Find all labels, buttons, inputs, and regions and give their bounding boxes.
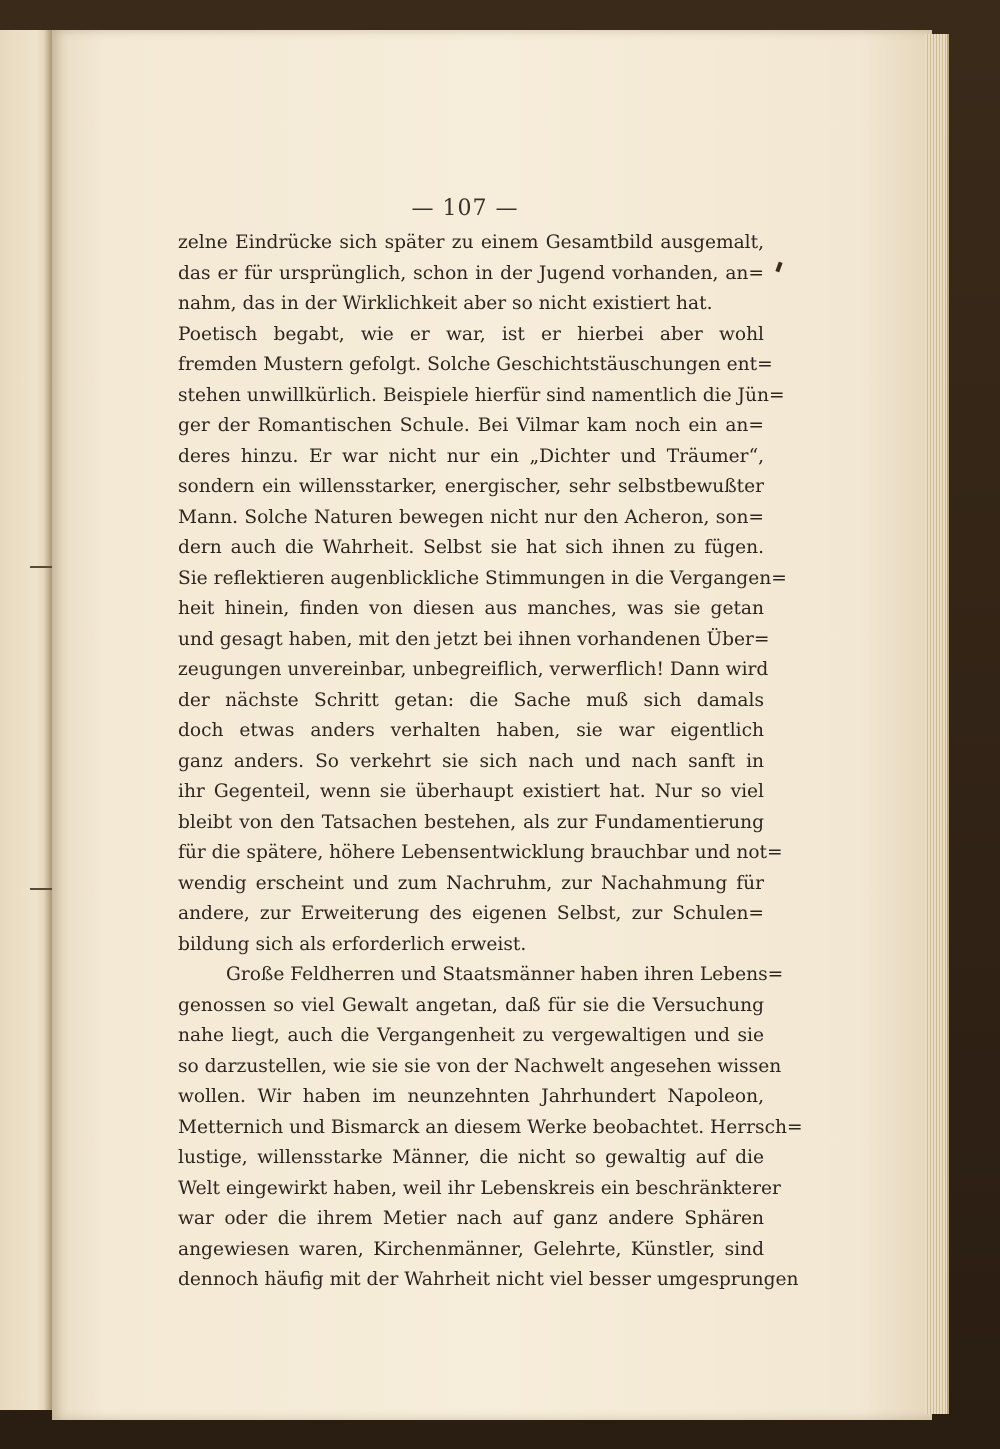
text-line: doch etwas anders verhalten haben, sie war eigentlich	[178, 720, 764, 741]
text-line: und gesagt haben, mit den jetzt bei ihnen vorhandenen Über=	[178, 628, 770, 650]
text-line: nahe liegt, auch die Vergangenheit zu vergewaltigen und sie	[178, 1025, 764, 1046]
text-line: wendig erscheint und zum Nachruhm, zur Nachahmung für	[178, 872, 764, 894]
text-line: Metternich und Bismarck an diesem Werke beobachtet. Herrsch=	[178, 1116, 803, 1138]
page-number-header: — 107 —	[411, 196, 519, 221]
text-line: Welt eingewirkt haben, weil ihr Lebenskreis ein beschränkterer	[178, 1177, 781, 1199]
text-line: deres hinzu. Er war nicht nur ein „Dichter und Träumer“,	[178, 445, 764, 467]
gutter-shadow	[44, 30, 52, 1410]
text-line: heit hinein, finden von diesen aus manches, was sie getan	[178, 598, 764, 619]
text-line: zelne Eindrücke sich später zu einem Gesamtbild ausgemalt,	[178, 232, 764, 253]
text-line: genossen so viel Gewalt angetan, daß für sie die Versuchung	[178, 994, 764, 1016]
text-line: ihr Gegenteil, wenn sie überhaupt existiert hat. Nur so viel	[178, 781, 764, 802]
body-text	[178, 228, 803, 1296]
page-stack-edge	[925, 34, 949, 1414]
text-line: das er für ursprünglich, schon in der Jugend vorhanden, an=	[178, 262, 764, 284]
text-line: dern auch die Wahrheit. Selbst sie hat sich ihnen zu fügen.	[178, 537, 764, 558]
text-line: bildung sich als erforderlich erweist.	[178, 933, 527, 955]
text-line: fremden Mustern gefolgt. Solche Geschichtstäuschungen ent=	[178, 354, 773, 375]
text-line: nahm, das in der Wirklichkeit aber so nicht existiert hat.	[178, 293, 713, 314]
text-line: Mann. Solche Naturen bewegen nicht nur den Acheron, son=	[178, 506, 764, 528]
text-line: lustige, willensstarke Männer, die nicht so gewaltig auf die	[178, 1147, 764, 1168]
text-line: Große Feldherren und Staatsmänner haben ihren Lebens=	[226, 964, 784, 985]
text-line: wollen. Wir haben im neunzehnten Jahrhundert Napoleon,	[178, 1086, 764, 1107]
text-line: war oder die ihrem Metier nach auf ganz andere Sphären	[178, 1208, 764, 1229]
text-line: stehen unwillkürlich. Beispiele hierfür sind namentlich die Jün=	[178, 384, 785, 406]
text-line: bleibt von den Tatsachen bestehen, als zur Fundamentierung	[178, 811, 764, 833]
text-line: so darzustellen, wie sie sie von der Nachwelt angesehen wissen	[178, 1055, 782, 1077]
text-line: für die spätere, höhere Lebensentwicklung brauchbar und not=	[178, 842, 783, 863]
text-line: dennoch häufig mit der Wahrheit nicht viel besser umgesprungen	[178, 1269, 799, 1290]
text-line: ger der Romantischen Schule. Bei Vilmar kam noch ein an=	[178, 415, 764, 436]
text-line: Poetisch begabt, wie er war, ist er hierbei aber wohl	[178, 323, 764, 345]
text-line: angewiesen waren, Kirchenmänner, Gelehrte, Künstler, sind	[178, 1238, 764, 1260]
text-line: andere, zur Erweiterung des eigenen Selbst, zur Schulen=	[178, 903, 764, 924]
text-line: sondern ein willensstarker, energischer, sehr selbstbewußter	[178, 476, 764, 497]
text-line: Sie reflektieren augenblickliche Stimmungen in die Vergangen=	[178, 567, 787, 589]
text-line: der nächste Schritt getan: die Sache muß sich damals	[178, 689, 764, 711]
text-line: ganz anders. So verkehrt sie sich nach und nach sanft in	[178, 750, 764, 772]
text-line: zeugungen unvereinbar, unbegreiflich, verwerflich! Dann wird	[178, 659, 769, 680]
